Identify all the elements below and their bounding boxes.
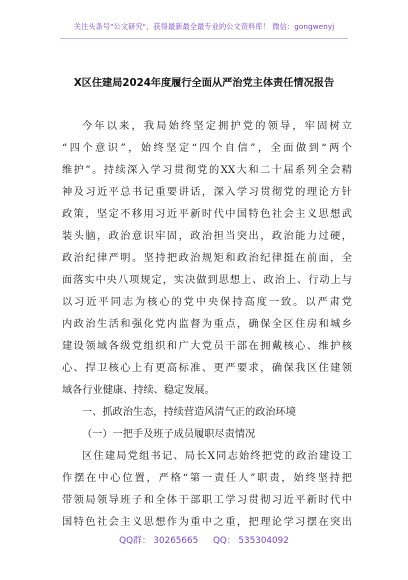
body-line: 域各行业健康、持续、稳定发展。 (62, 385, 215, 396)
footer-qq-group: QQ群： 30265665 (119, 536, 199, 546)
body-line: 政策，坚定不移用习近平新时代中国特色社会主义思想武 (62, 209, 352, 220)
document-title: X区住建局2024年度履行全面从严治党主体责任情况报告 (73, 78, 335, 89)
body-line: 装头脑，政治意识牢固，政治担当突出，政治能力过硬， (62, 231, 352, 242)
body-line: 国特色社会主义思想作为重中之重，把理论学习摆在突出 (62, 517, 352, 528)
footer-contact (0, 533, 408, 546)
section-heading: 一、抓政治生态，持续营造风清气正的政治环境 (82, 407, 296, 418)
header-note: 关注头条号"公文研究"，获得最新最全最专业的公文资料库！ 微信：gongwenyj (73, 22, 335, 31)
body-line: 面落实中央八项规定，实决做到思想上、政治上、行动上与 (62, 275, 352, 286)
body-line: 政治纪律严明。坚持把政治规矩和政治纪律挺在前面，全 (62, 253, 352, 264)
body-line: 神及习近平总书记重要讲话，深入学习贯彻党的理论方针 (62, 187, 352, 198)
body-line: 心、捍卫核心上有更高标准、更严要求，确保我区住建领 (62, 363, 352, 374)
body-line: 建设领域各级党组织和广大党员干部在拥戴核心、维护核 (62, 341, 352, 352)
body-line: 以习近平同志为核心的党中央保持高度一致。以严肃党 (62, 297, 352, 308)
body-line: “四个意识”，始终坚定“四个自信”，全面做到“两个 (62, 143, 352, 154)
body-line: 作摆在中心位置，严格“第一责任人”职责，始终坚持把 (62, 473, 352, 484)
body-line: 今年以来，我局始终坚定拥护党的领导，牢固树立 (82, 121, 352, 132)
footer-qq: QQ： 535304092 (212, 536, 289, 546)
body-line: 内政治生活和强化党内监督为重点，确保全区住房和城乡 (62, 319, 352, 330)
body-line: 维护”。持续深入学习贯彻党的XX大和二十届系列全会精 (62, 165, 352, 176)
document-body (62, 116, 352, 534)
body-line: 区住建局党组书记、局长X同志始终把党的政治建设工 (82, 451, 352, 462)
subsection-heading: （一）一把手及班子成员履职尽责情况 (82, 429, 256, 440)
header-divider (60, 38, 348, 39)
body-line: 带领局领导班子和全体干部职工学习贯彻习近平新时代中 (62, 495, 352, 506)
